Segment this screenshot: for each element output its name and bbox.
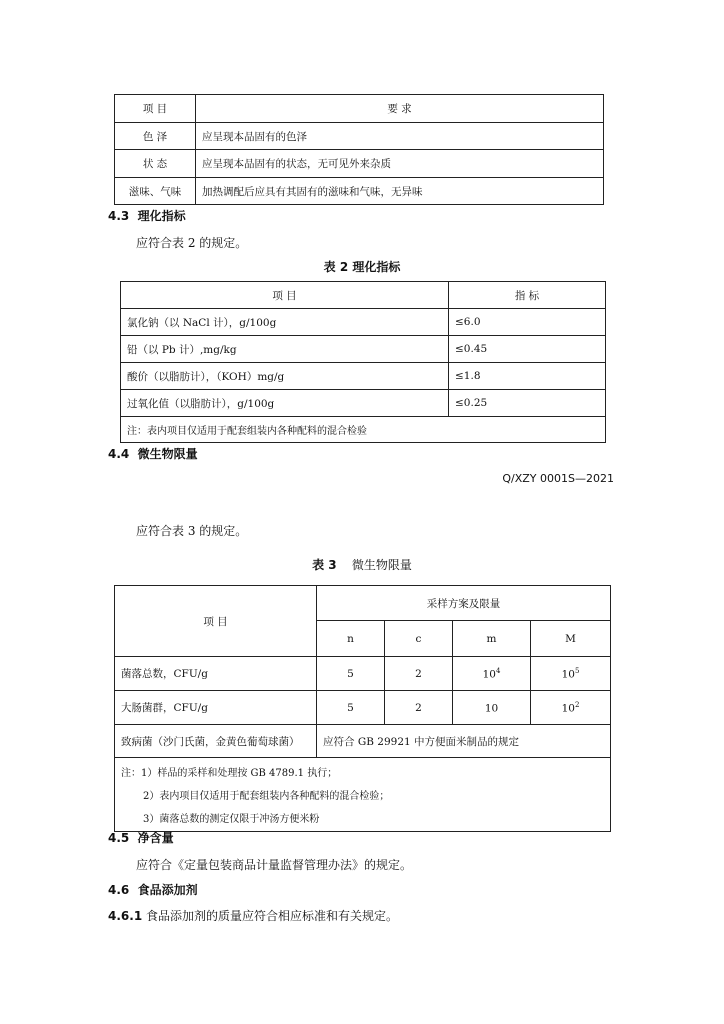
- table3-notes: [115, 758, 611, 832]
- M-base: 10: [561, 668, 575, 681]
- table3-cell-M: [531, 657, 611, 691]
- section-4-3-heading: [108, 207, 186, 224]
- document-code: Q/XZY 0001S—2021: [502, 472, 614, 485]
- section-title: 理化指标: [137, 209, 186, 223]
- table1-cell: 应呈现本品固有的色泽: [196, 123, 604, 150]
- section-4-4-text: 应符合表 3 的规定。: [136, 524, 248, 538]
- table3-cell-m: [453, 657, 531, 691]
- table1-cell: 滋味、气味: [115, 178, 196, 205]
- table3-cell-n: 5: [317, 691, 385, 725]
- table1-cell: 状 态: [115, 150, 196, 178]
- table2-cell: ≤0.45: [449, 336, 606, 363]
- table3-note-line: 注：1）样品的采样和处理按 GB 4789.1 执行；: [121, 768, 338, 779]
- table3-cell-M: [531, 691, 611, 725]
- section-4-4-heading: [108, 445, 198, 462]
- table2-cell: 氯化钠（以 NaCl 计），g/100g: [121, 309, 449, 336]
- section-4-6-1: [108, 907, 398, 924]
- table3-subheader-c: c: [385, 621, 453, 657]
- M-exponent: 2: [574, 700, 580, 709]
- section-number: 4.3: [108, 209, 130, 223]
- table2-caption: 表 2 理化指标: [323, 260, 401, 274]
- table3-header-plan: 采样方案及限量: [317, 586, 611, 621]
- table2-header-item: 项 目: [121, 282, 449, 309]
- table1-cell: 应呈现本品固有的状态，无可见外来杂质: [196, 150, 604, 178]
- table2-cell: ≤1.8: [449, 363, 606, 390]
- table3-row-name: 大肠菌群，CFU/g: [115, 691, 317, 725]
- table3-caption-number: 表 3: [312, 558, 337, 572]
- section-4-3-text: 应符合表 2 的规定。: [136, 236, 248, 250]
- M-exponent: 5: [574, 666, 580, 675]
- M-base: 10: [561, 702, 575, 715]
- table3-caption: [0, 556, 724, 573]
- table3-pathogen-name: 致病菌（沙门氏菌，金黄色葡萄球菌）: [115, 725, 317, 758]
- table3-note-line: 3）菌落总数的测定仅限于冲汤方便米粉: [143, 814, 320, 825]
- table1-cell: 色 泽: [115, 123, 196, 150]
- table3-pathogen-value: 应符合 GB 29921 中方便面米制品的规定: [317, 725, 611, 758]
- table1-header-requirement: 要 求: [196, 95, 604, 123]
- table2-cell: ≤6.0: [449, 309, 606, 336]
- table3-subheader-M: M: [531, 621, 611, 657]
- table3-subheader-m: m: [453, 621, 531, 657]
- table3-cell-c: 2: [385, 657, 453, 691]
- section-number: 4.6.1: [108, 909, 143, 923]
- section-title: 食品添加剂: [137, 883, 198, 897]
- table3-row-name: 菌落总数，CFU/g: [115, 657, 317, 691]
- m-base: 10: [482, 668, 496, 681]
- table3-subheader-n: n: [317, 621, 385, 657]
- table2-cell: 铅（以 Pb 计）,mg/kg: [121, 336, 449, 363]
- section-text: 食品添加剂的质量应符合相应标准和有关规定。: [146, 909, 399, 923]
- table2-note: 注：表内项目仅适用于配套组装内各种配料的混合检验: [121, 417, 606, 443]
- sensory-table: [114, 94, 604, 205]
- section-number: 4.4: [108, 447, 130, 461]
- section-number: 4.6: [108, 883, 130, 897]
- section-title: 净含量: [137, 831, 174, 845]
- m-base: 10: [484, 702, 499, 715]
- microbial-table: [114, 585, 611, 832]
- table1-cell: 加热调配后应具有其固有的滋味和气味，无异味: [196, 178, 604, 205]
- section-title: 微生物限量: [137, 447, 198, 461]
- section-4-5-text: 应符合《定量包装商品计量监督管理办法》的规定。: [136, 858, 413, 872]
- physicochemical-table: [120, 281, 606, 443]
- table1-header-item: 项 目: [115, 95, 196, 123]
- table3-cell-n: 5: [317, 657, 385, 691]
- table3-cell-c: 2: [385, 691, 453, 725]
- table3-caption-title: 微生物限量: [351, 558, 412, 572]
- table3-header-item: 项 目: [115, 586, 317, 657]
- table2-cell: 酸价（以脂肪计），（KOH）mg/g: [121, 363, 449, 390]
- table3-note-line: 2）表内项目仅适用于配套组装内各种配料的混合检验；: [143, 791, 390, 802]
- table2-cell: 过氧化值（以脂肪计），g/100g: [121, 390, 449, 417]
- table3-cell-m: [453, 691, 531, 725]
- section-4-6-heading: [108, 881, 198, 898]
- section-4-5-heading: [108, 829, 174, 846]
- section-number: 4.5: [108, 831, 130, 845]
- m-exponent: 4: [495, 666, 501, 675]
- table2-header-index: 指 标: [449, 282, 606, 309]
- table2-cell: ≤0.25: [449, 390, 606, 417]
